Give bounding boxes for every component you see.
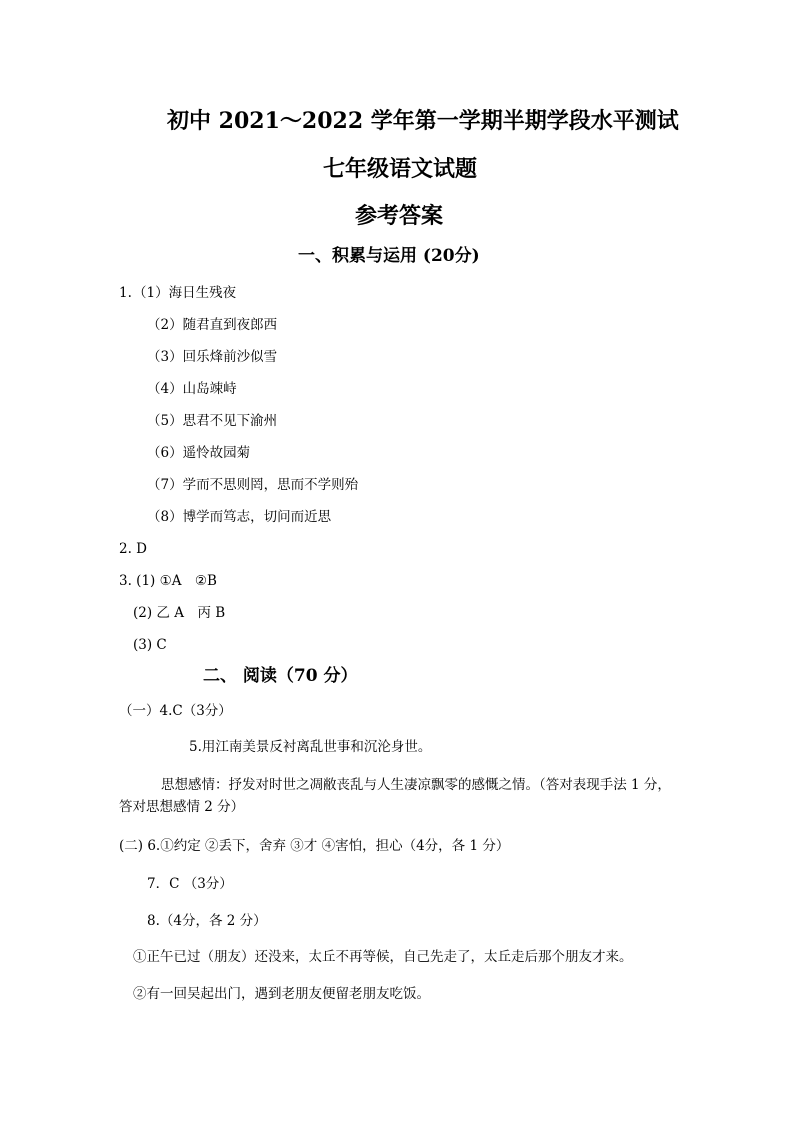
question-5-answer: 5.用江南美景反衬离乱世事和沉沦身世。 [189, 739, 432, 755]
question-2-answer: 2. D [119, 541, 147, 557]
q1-item-7: （7）学而不思则罔，思而不学则殆 [147, 477, 359, 493]
q1-item-3: （3）回乐烽前沙似雪 [147, 349, 278, 365]
question-1-number: 1. [119, 285, 132, 301]
question-6-answer: (二) 6.①约定 ②丢下，舍弃 ③才 ④害怕，担心（4分，各 1 分） [119, 838, 510, 854]
answer-key-label: 参考答案 [355, 203, 444, 229]
question-3-part-2: (2) 乙 A 丙 B [133, 605, 226, 621]
question-7-answer: 7．C （3分） [147, 876, 233, 892]
q1-item-5: （5）思君不见下渝州 [147, 413, 278, 429]
question-3-part-1: 3. (1) ①A ②B [119, 573, 217, 589]
question-8-sentence-2: ②有一回吴起出门，遇到老朋友便留老朋友吃饭。 [133, 986, 430, 1002]
question-8-sentence-1: ①正午已过（朋友）还没来，太丘不再等候，自己先走了，太丘走后那个朋友才来。 [133, 949, 633, 965]
exam-subtitle: 七年级语文试题 [323, 156, 478, 182]
q1-item-6: （6）遥怜故园菊 [147, 445, 251, 461]
question-8-header: 8.（4分，各 2 分） [147, 913, 267, 929]
q1-item-4: （4）山岛竦峙 [147, 381, 237, 397]
question-5-feeling: 思想感情：抒发对时世之凋敝丧乱与人生凄凉飘零的感慨之情。（答对表现手法 1 分，答对思想感情 2 分） [119, 777, 671, 816]
exam-title: 初中 2021～2022 学年第一学期半期学段水平测试 [167, 108, 679, 134]
section-1-heading: 一、积累与运用 (20分) [298, 246, 480, 266]
q1-item-8: （8）博学而笃志，切问而近思 [147, 509, 332, 525]
section-2-heading: 二、 阅读（70 分） [203, 666, 358, 686]
question-4-answer: （一）4.C（3分） [119, 703, 232, 719]
question-3-part-3: (3) C [133, 637, 167, 653]
q1-item-2: （2）随君直到夜郎西 [147, 317, 278, 333]
q1-item-1: （1）海日生残夜 [133, 285, 237, 301]
